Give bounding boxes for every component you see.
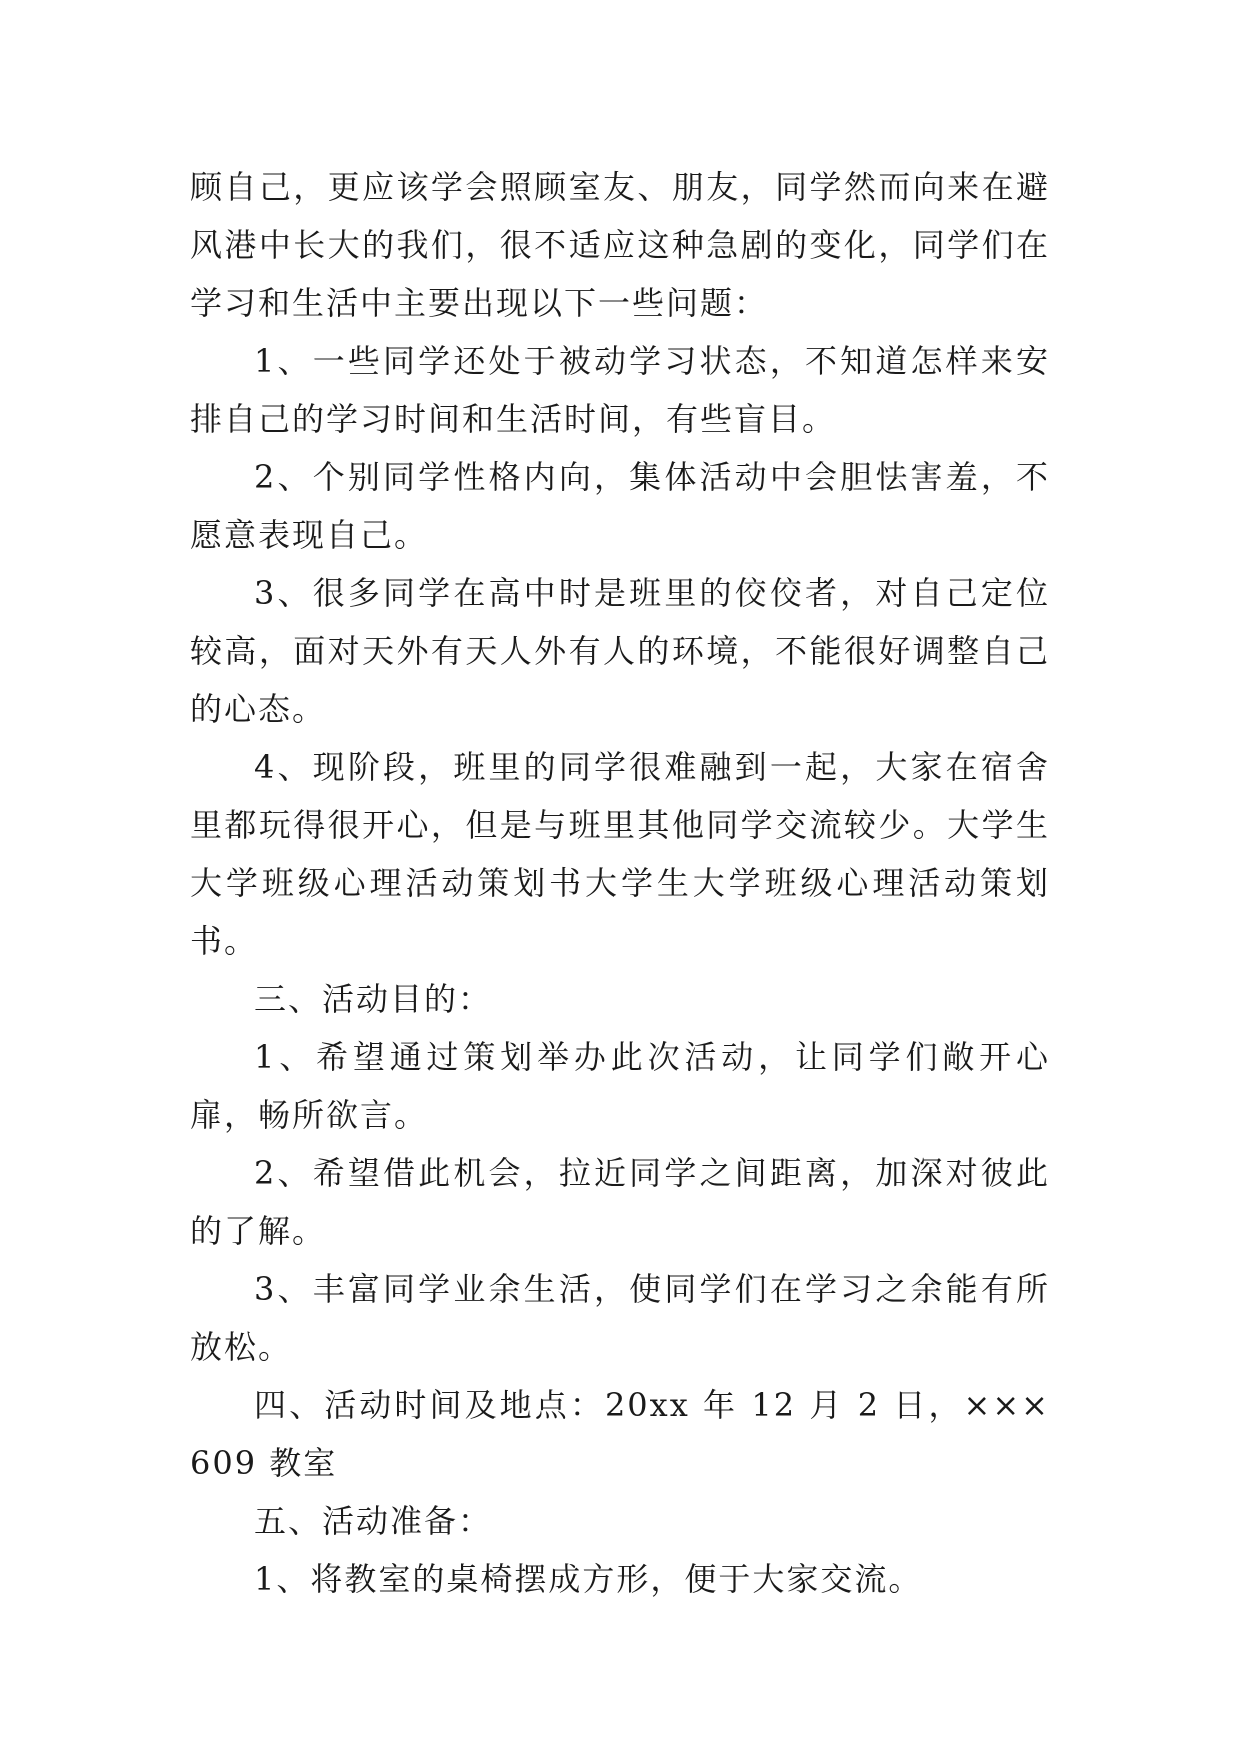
- paragraph: 3、丰富同学业余生活，使同学们在学习之余能有所放松。: [190, 1270, 1050, 1366]
- paragraph: 1、希望通过策划举办此次活动，让同学们敞开心扉，畅所欲言。: [190, 1038, 1050, 1134]
- section-heading: 四、活动时间及地点：20xx 年 12 月 2 日，×××609 教室: [190, 1386, 1050, 1482]
- document-body: [190, 158, 1050, 1608]
- section-heading: 五、活动准备：: [254, 1502, 493, 1540]
- paragraph: 4、现阶段，班里的同学很难融到一起，大家在宿舍里都玩得很开心，但是与班里其他同学交流较少。大学生大学班级心理活动策划书大学生大学班级心理活动策划书。: [190, 748, 1050, 960]
- paragraph: 3、很多同学在高中时是班里的佼佼者，对自己定位较高，面对天外有天人外有人的环境，不能很好调整自己的心态。: [190, 574, 1050, 728]
- paragraph: 1、将教室的桌椅摆成方形，便于大家交流。: [254, 1560, 923, 1598]
- paragraph: 2、希望借此机会，拉近同学之间距离，加深对彼此的了解。: [190, 1154, 1050, 1250]
- paragraph: 顾自己，更应该学会照顾室友、朋友，同学然而向来在避风港中长大的我们，很不适应这种急剧的变化，同学们在学习和生活中主要出现以下一些问题：: [190, 168, 1050, 322]
- section-heading: 三、活动目的：: [254, 980, 493, 1018]
- paragraph: 2、个别同学性格内向，集体活动中会胆怯害羞，不愿意表现自己。: [190, 458, 1050, 554]
- paragraph: 1、一些同学还处于被动学习状态，不知道怎样来安排自己的学习时间和生活时间，有些盲目。: [190, 342, 1050, 438]
